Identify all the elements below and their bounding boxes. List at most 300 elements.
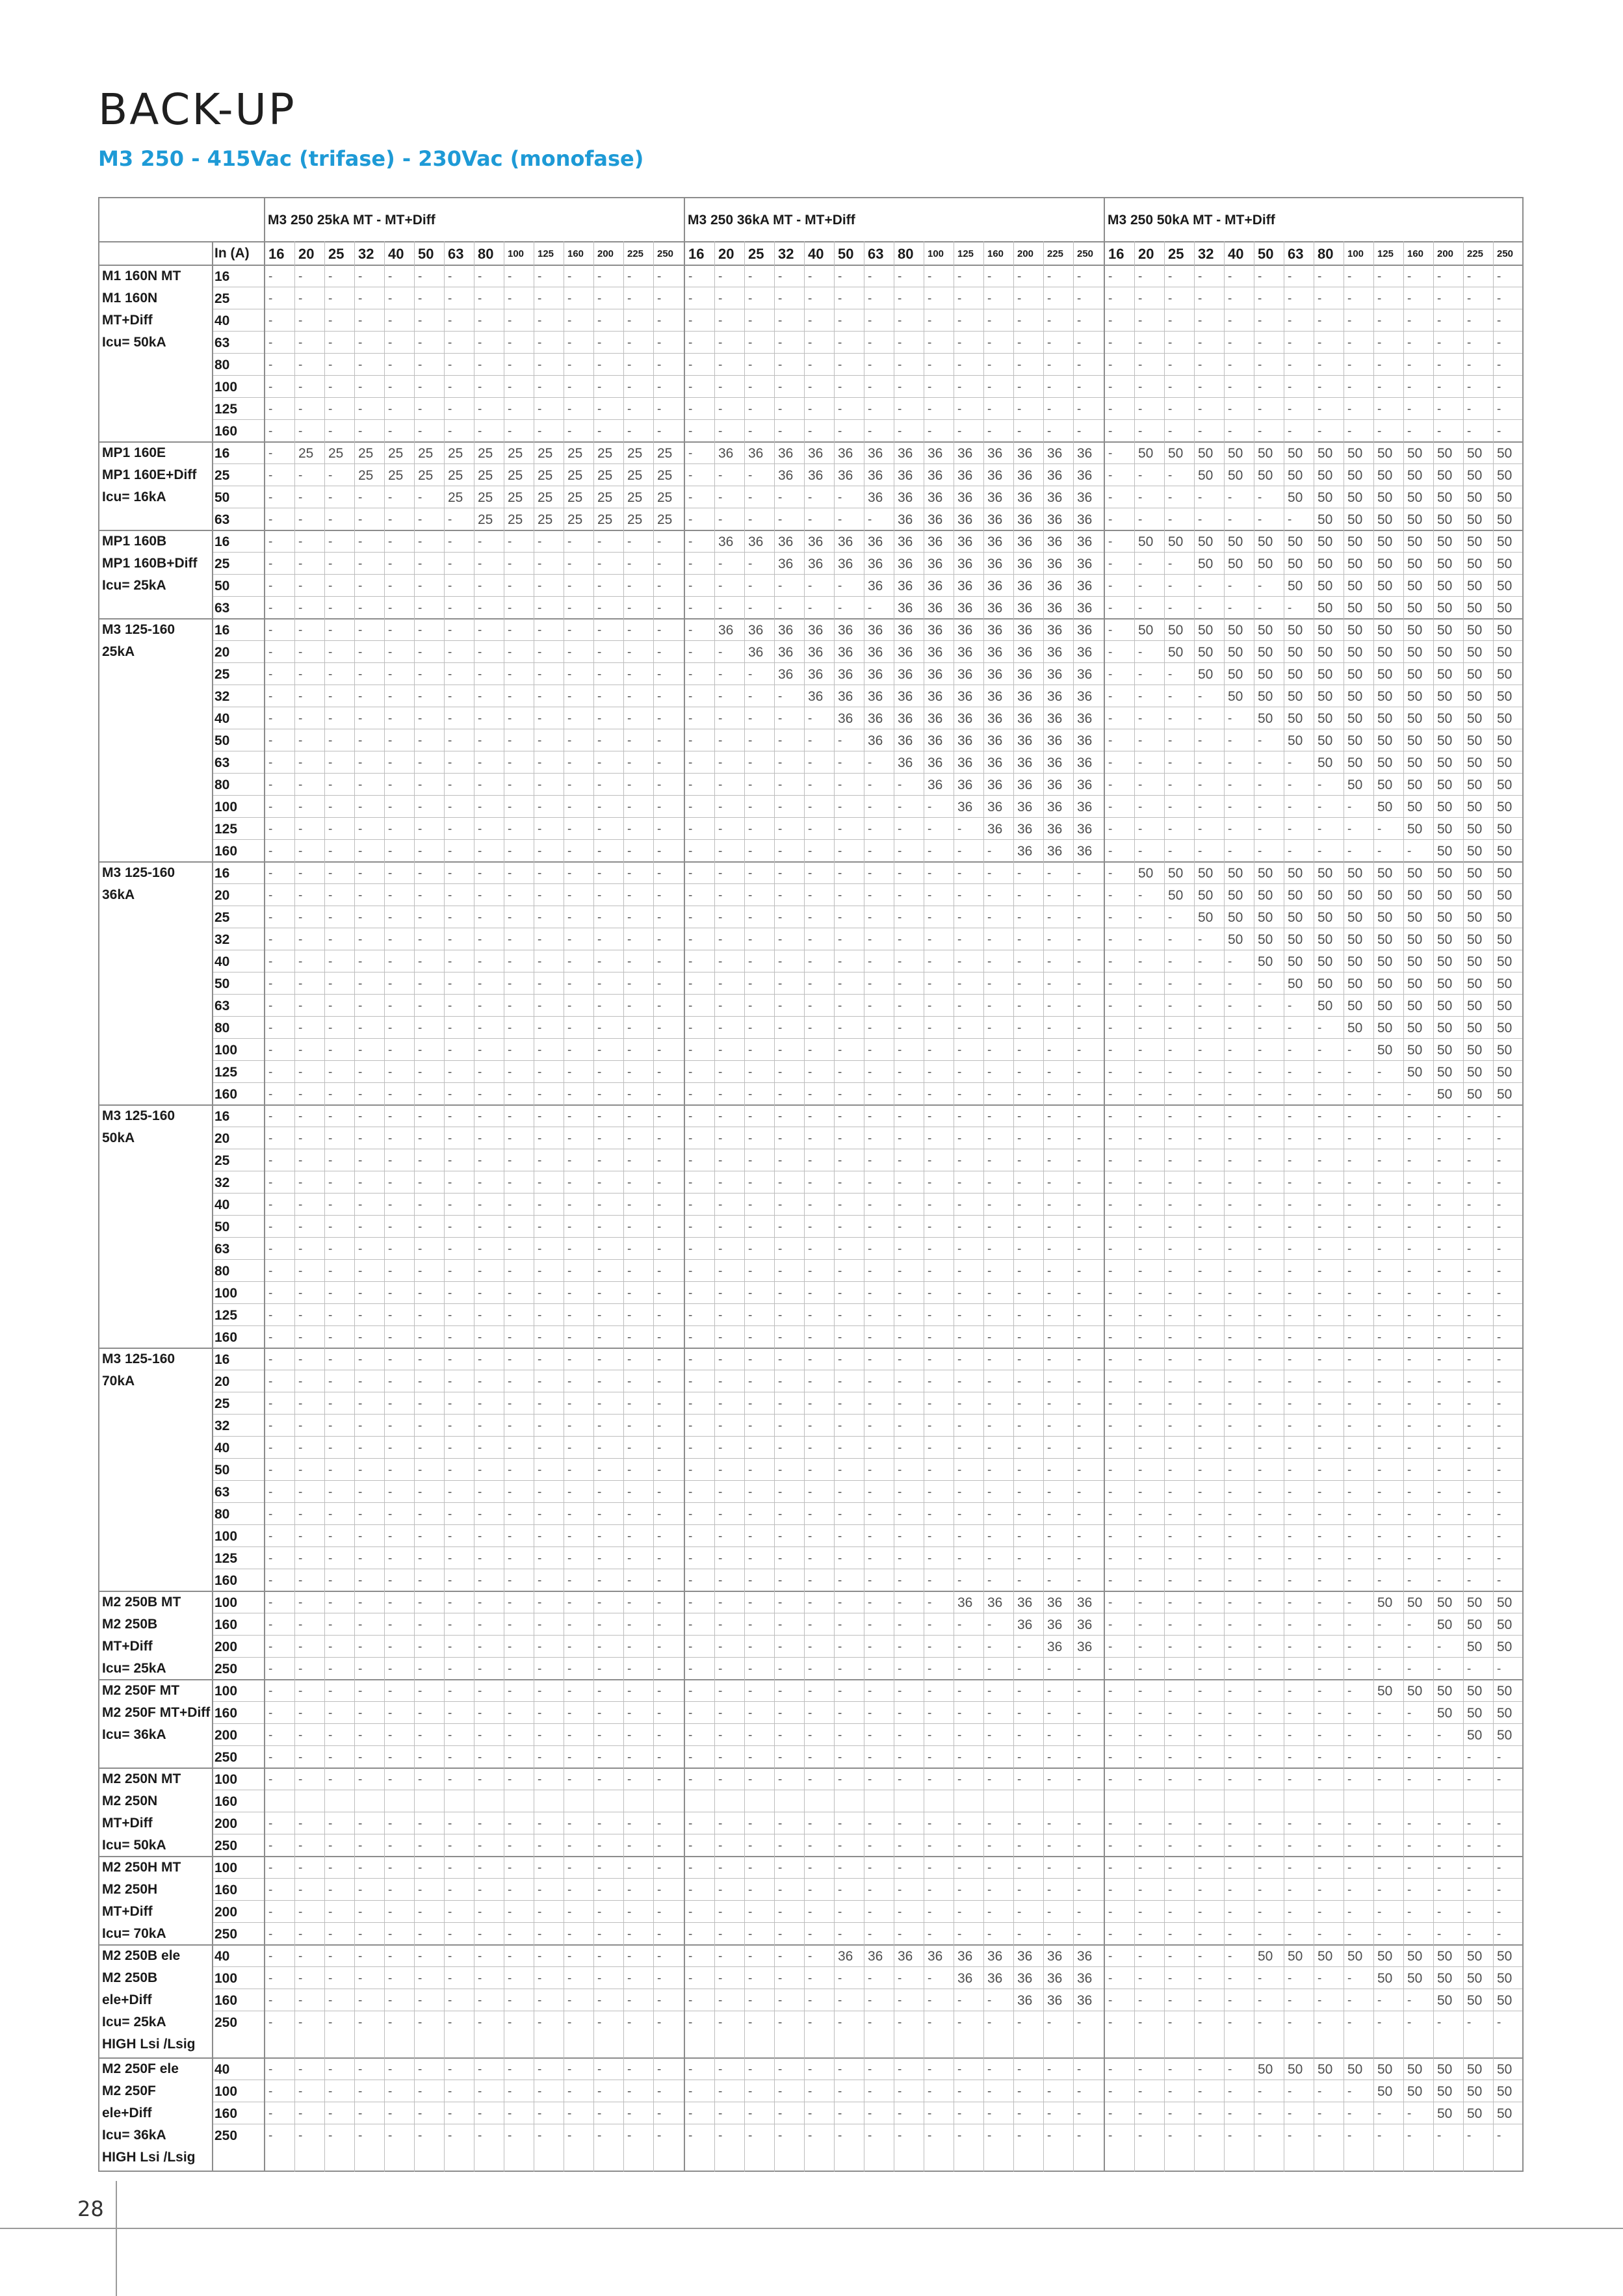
table-cell: -	[474, 840, 504, 862]
table-cell: 50	[1165, 641, 1195, 663]
in-amps-value: 40	[212, 1437, 264, 1459]
table-cell: -	[594, 840, 624, 862]
table-cell: -	[1014, 884, 1044, 906]
table-cell: -	[1284, 1680, 1314, 1702]
table-cell: -	[385, 1216, 415, 1238]
table-cell: -	[715, 1636, 745, 1658]
table-cell: -	[654, 597, 684, 619]
table-cell: -	[954, 1127, 984, 1149]
table-cell: -	[1344, 1171, 1374, 1194]
table-cell: -	[715, 1923, 745, 1945]
table-cell: -	[564, 1194, 594, 1216]
table-cell: -	[325, 1149, 355, 1171]
table-cell: -	[504, 1702, 534, 1724]
table-cell: -	[355, 1901, 385, 1923]
table-cell: -	[864, 354, 894, 376]
table-cell: 50	[1464, 530, 1494, 553]
table-cell: -	[1254, 2102, 1284, 2124]
table-cell: -	[504, 2011, 534, 2033]
table-cell: -	[1044, 1061, 1074, 1083]
table-cell: 50	[1374, 2058, 1404, 2080]
table-cell: -	[415, 1724, 445, 1746]
table-cell: -	[1105, 972, 1135, 995]
table-cell: 50	[1374, 1039, 1404, 1061]
table-cell: -	[355, 818, 385, 840]
table-cell: 50	[1404, 884, 1434, 906]
table-cell: -	[415, 2102, 445, 2124]
table-cell: -	[1225, 1636, 1254, 1658]
table-cell: -	[775, 1127, 805, 1149]
table-cell: -	[805, 420, 835, 442]
table-cell: 50	[1434, 1017, 1464, 1039]
table-cell: -	[924, 972, 954, 995]
table-cell: -	[1225, 508, 1254, 530]
table-cell: -	[745, 928, 775, 950]
table-cell: 25	[385, 464, 415, 486]
table-cell: -	[594, 1923, 624, 1945]
table-cell: -	[504, 818, 534, 840]
table-cell: -	[295, 796, 325, 818]
table-cell: -	[564, 1680, 594, 1702]
table-cell: -	[385, 884, 415, 906]
table-cell: -	[325, 486, 355, 508]
table-cell: -	[534, 376, 564, 398]
table-cell: -	[474, 1636, 504, 1658]
table-cell: 50	[1464, 2102, 1494, 2124]
in-amps-value: 50	[212, 486, 264, 508]
table-cell: -	[1254, 420, 1284, 442]
table-cell: -	[594, 2058, 624, 2080]
table-cell: 36	[894, 641, 924, 663]
column-rule	[444, 241, 445, 2172]
table-cell: -	[1165, 2058, 1195, 2080]
table-cell: -	[1044, 1392, 1074, 1415]
table-cell: -	[295, 1326, 325, 1348]
table-cell: -	[504, 972, 534, 995]
table-cell: -	[1105, 1282, 1135, 1304]
table-cell: 36	[984, 1967, 1014, 1989]
table-cell: -	[1195, 774, 1225, 796]
table-cell: -	[924, 287, 954, 309]
table-cell: -	[325, 906, 355, 928]
table-cell: 50	[1494, 884, 1524, 906]
table-cell: -	[534, 1039, 564, 1061]
table-cell: -	[1494, 1238, 1524, 1260]
table-cell: -	[805, 796, 835, 818]
table-cell: -	[504, 265, 534, 287]
table-cell: -	[594, 1260, 624, 1282]
table-cell: -	[775, 862, 805, 884]
table-cell: -	[1225, 1658, 1254, 1680]
table-cell: -	[1135, 1194, 1165, 1216]
table-cell: 50	[1374, 995, 1404, 1017]
table-cell: 50	[1404, 1039, 1434, 1061]
table-cell: -	[1284, 2011, 1314, 2033]
table-cell: -	[1105, 1304, 1135, 1326]
table-cell: -	[534, 1105, 564, 1127]
table-cell: -	[654, 1658, 684, 1680]
group-header: M3 250 25kA MT - MT+Diff	[264, 198, 684, 242]
table-cell: -	[1225, 995, 1254, 1017]
table-cell: -	[564, 1879, 594, 1901]
table-cell: -	[445, 1967, 474, 1989]
table-cell: -	[745, 2124, 775, 2146]
table-cell: -	[295, 1481, 325, 1503]
table-cell: -	[1044, 950, 1074, 972]
table-cell: 36	[924, 729, 954, 751]
table-cell: -	[775, 1746, 805, 1768]
table-cell: -	[894, 995, 924, 1017]
table-cell: -	[1254, 1724, 1284, 1746]
table-cell: -	[295, 1658, 325, 1680]
section-label-line: M2 250F	[102, 2080, 210, 2102]
table-cell: -	[1165, 685, 1195, 707]
table-cell: -	[265, 1834, 295, 1857]
table-cell: -	[805, 1525, 835, 1547]
table-cell: -	[1464, 1768, 1494, 1790]
table-cell: -	[1225, 1503, 1254, 1525]
table-cell: 36	[984, 663, 1014, 685]
table-cell: -	[445, 2080, 474, 2102]
table-cell: -	[474, 2124, 504, 2146]
section-label-line: HIGH Lsi /Lsig	[102, 2146, 210, 2169]
table-cell: -	[924, 1260, 954, 1282]
column-header: 16	[685, 242, 715, 265]
table-cell: -	[685, 972, 715, 995]
table-cell: -	[1044, 1812, 1074, 1834]
table-cell: -	[295, 1967, 325, 1989]
table-cell: -	[805, 995, 835, 1017]
table-cell: -	[1105, 1392, 1135, 1415]
table-cell: -	[295, 1061, 325, 1083]
table-cell: -	[1165, 265, 1195, 287]
table-cell: -	[984, 1282, 1014, 1304]
in-amps-value: 32	[212, 928, 264, 950]
table-cell: -	[894, 1481, 924, 1503]
table-cell: -	[504, 950, 534, 972]
table-cell: -	[415, 1503, 445, 1525]
table-rule	[684, 197, 685, 2172]
table-cell: -	[295, 2058, 325, 2080]
table-cell: -	[1284, 1658, 1314, 1680]
table-cell: -	[1195, 1547, 1225, 1569]
table-cell: -	[775, 1569, 805, 1591]
table-cell: -	[1344, 1702, 1374, 1724]
table-cell: -	[1225, 1857, 1254, 1879]
table-cell: 50	[1494, 685, 1524, 707]
table-cell: -	[775, 1415, 805, 1437]
table-cell: -	[445, 774, 474, 796]
table-cell: 36	[1014, 1591, 1044, 1613]
table-cell: 50	[1344, 862, 1374, 884]
table-cell: -	[325, 1989, 355, 2011]
table-cell: -	[1165, 597, 1195, 619]
table-cell: 36	[954, 685, 984, 707]
table-cell: -	[715, 1194, 745, 1216]
table-cell: -	[355, 950, 385, 972]
table-cell: -	[1135, 796, 1165, 818]
in-amps-value: 40	[212, 950, 264, 972]
table-cell: -	[445, 1547, 474, 1569]
table-cell: -	[355, 1392, 385, 1415]
table-cell: 50	[1165, 530, 1195, 553]
table-cell: -	[1284, 1370, 1314, 1392]
column-header: 20	[715, 242, 745, 265]
table-cell: -	[355, 995, 385, 1017]
table-cell: -	[534, 553, 564, 575]
table-cell: -	[624, 1260, 654, 1282]
table-cell: -	[1434, 1812, 1464, 1834]
table-cell: -	[445, 2102, 474, 2124]
table-cell: -	[1254, 1658, 1284, 1680]
table-cell: -	[1165, 1459, 1195, 1481]
table-cell: -	[1135, 1989, 1165, 2011]
table-cell: -	[325, 862, 355, 884]
table-cell: -	[745, 1459, 775, 1481]
table-cell: -	[295, 1127, 325, 1149]
table-cell: -	[385, 1547, 415, 1569]
table-cell: -	[924, 1613, 954, 1636]
table-cell: -	[835, 398, 864, 420]
table-cell: -	[474, 1746, 504, 1768]
table-cell: -	[624, 553, 654, 575]
table-cell: -	[265, 575, 295, 597]
table-cell: 50	[1314, 707, 1344, 729]
table-cell: -	[355, 685, 385, 707]
table-cell: -	[445, 707, 474, 729]
table-cell: -	[1314, 420, 1344, 442]
table-cell: -	[745, 1105, 775, 1127]
table-cell: -	[984, 1105, 1014, 1127]
table-cell: -	[385, 354, 415, 376]
table-cell: 36	[924, 774, 954, 796]
table-cell: 25	[594, 464, 624, 486]
table-cell: 50	[1404, 818, 1434, 840]
table-cell: -	[564, 1282, 594, 1304]
table-cell: -	[265, 2124, 295, 2146]
column-header: 100	[924, 242, 954, 265]
in-amps-value: 80	[212, 774, 264, 796]
table-cell: -	[415, 862, 445, 884]
table-cell: -	[775, 796, 805, 818]
table-cell: -	[835, 1613, 864, 1636]
table-cell: -	[715, 1879, 745, 1901]
table-cell: -	[715, 1282, 745, 1304]
table-cell: -	[474, 906, 504, 928]
table-cell: 36	[1014, 486, 1044, 508]
table-cell: -	[954, 1525, 984, 1547]
table-cell: -	[624, 995, 654, 1017]
table-cell: -	[504, 1768, 534, 1790]
table-cell: -	[1014, 1680, 1044, 1702]
table-cell: -	[1135, 1680, 1165, 1702]
table-cell: 50	[1434, 1061, 1464, 1083]
table-cell: -	[894, 1569, 924, 1591]
table-cell: -	[954, 1481, 984, 1503]
table-cell: -	[685, 685, 715, 707]
table-cell: -	[1434, 1724, 1464, 1746]
table-cell: -	[385, 950, 415, 972]
table-cell: -	[1344, 1039, 1374, 1061]
table-cell: 25	[594, 442, 624, 464]
table-cell: -	[1014, 1149, 1044, 1171]
table-cell: -	[1165, 2080, 1195, 2102]
table-cell: -	[1135, 553, 1165, 575]
table-cell: -	[1135, 1724, 1165, 1746]
table-cell: -	[474, 995, 504, 1017]
table-cell: -	[1105, 442, 1135, 464]
in-amps-value: 32	[212, 1415, 264, 1437]
table-cell: -	[1014, 1812, 1044, 1834]
table-cell: -	[715, 685, 745, 707]
table-cell: -	[1374, 1989, 1404, 2011]
table-cell: -	[775, 287, 805, 309]
table-cell: 50	[1374, 796, 1404, 818]
table-cell: -	[924, 1370, 954, 1392]
table-cell: -	[265, 1923, 295, 1945]
table-cell: 36	[1074, 1945, 1104, 1967]
table-cell: -	[355, 1437, 385, 1459]
table-cell: 50	[1464, 619, 1494, 641]
table-cell: 50	[1494, 1613, 1524, 1636]
table-cell: -	[1195, 1194, 1225, 1216]
table-cell: 50	[1494, 1702, 1524, 1724]
table-cell: 36	[805, 685, 835, 707]
table-cell: -	[415, 1017, 445, 1039]
table-cell: -	[355, 1636, 385, 1658]
table-cell: 50	[1344, 464, 1374, 486]
table-cell: -	[474, 2080, 504, 2102]
table-cell: -	[1135, 265, 1165, 287]
table-cell: -	[715, 1260, 745, 1282]
table-cell: 36	[835, 530, 864, 553]
table-cell: -	[1374, 398, 1404, 420]
table-cell: -	[1105, 1945, 1135, 1967]
table-cell: -	[1284, 1061, 1314, 1083]
table-cell: -	[1254, 265, 1284, 287]
table-cell: 50	[1314, 530, 1344, 553]
table-cell: -	[445, 840, 474, 862]
table-cell: -	[265, 1636, 295, 1658]
table-cell: -	[924, 1171, 954, 1194]
table-cell: -	[504, 729, 534, 751]
table-cell: -	[504, 1746, 534, 1768]
table-cell: -	[775, 1216, 805, 1238]
table-cell: -	[355, 1547, 385, 1569]
table-cell: -	[1044, 1658, 1074, 1680]
table-cell: -	[864, 1127, 894, 1149]
table-cell: -	[984, 1127, 1014, 1149]
table-cell: -	[1434, 1282, 1464, 1304]
table-cell: -	[1105, 1260, 1135, 1282]
table-cell: -	[1044, 1724, 1074, 1746]
table-cell: 50	[1404, 553, 1434, 575]
table-cell: -	[1135, 1437, 1165, 1459]
column-rule	[714, 241, 715, 2172]
table-cell: -	[1374, 376, 1404, 398]
table-cell: -	[984, 1680, 1014, 1702]
table-cell: -	[685, 1481, 715, 1503]
table-cell: -	[534, 928, 564, 950]
table-cell: -	[1105, 1238, 1135, 1260]
table-cell: -	[1165, 1989, 1195, 2011]
table-cell: -	[265, 464, 295, 486]
table-cell: -	[954, 420, 984, 442]
table-cell: -	[984, 840, 1014, 862]
table-cell: -	[805, 1702, 835, 1724]
table-cell: -	[1284, 332, 1314, 354]
column-header: 25	[1165, 242, 1195, 265]
table-cell: -	[474, 1613, 504, 1636]
table-cell: -	[1314, 1746, 1344, 1768]
table-cell: -	[385, 508, 415, 530]
table-cell: -	[864, 1547, 894, 1569]
table-cell: -	[1314, 1857, 1344, 1879]
table-cell: -	[715, 287, 745, 309]
table-cell: -	[864, 2124, 894, 2146]
table-cell: 50	[1225, 884, 1254, 906]
table-cell: -	[1135, 486, 1165, 508]
table-cell: -	[924, 420, 954, 442]
table-cell: -	[685, 1392, 715, 1415]
table-cell: -	[954, 1348, 984, 1370]
table-cell: -	[1374, 1216, 1404, 1238]
table-cell: -	[864, 1039, 894, 1061]
table-cell: -	[864, 818, 894, 840]
table-cell: -	[1135, 1238, 1165, 1260]
table-cell: 50	[1494, 972, 1524, 995]
table-cell: -	[355, 1857, 385, 1879]
section-label-line: M2 250B	[102, 1613, 210, 1636]
table-cell: -	[385, 751, 415, 774]
table-cell: -	[1254, 1525, 1284, 1547]
table-cell: -	[1254, 1459, 1284, 1481]
table-cell: -	[415, 972, 445, 995]
table-cell: -	[1464, 1901, 1494, 1923]
table-cell: -	[1044, 1149, 1074, 1171]
table-cell: 36	[984, 751, 1014, 774]
table-cell: -	[864, 1105, 894, 1127]
table-cell: 36	[954, 575, 984, 597]
table-cell: -	[1494, 1415, 1524, 1437]
table-cell: -	[805, 1282, 835, 1304]
table-cell: -	[1344, 1658, 1374, 1680]
table-cell: -	[1494, 1216, 1524, 1238]
table-cell: -	[534, 663, 564, 685]
table-cell: -	[835, 818, 864, 840]
table-cell: -	[894, 818, 924, 840]
table-cell: -	[1195, 972, 1225, 995]
table-cell: -	[715, 1171, 745, 1194]
table-cell: 50	[1494, 575, 1524, 597]
table-cell: -	[805, 884, 835, 906]
table-cell: -	[1074, 287, 1104, 309]
table-cell: -	[745, 1680, 775, 1702]
table-cell: -	[1254, 1702, 1284, 1724]
table-cell: -	[385, 663, 415, 685]
table-cell: -	[745, 420, 775, 442]
table-cell: -	[1165, 1061, 1195, 1083]
table-cell: -	[1225, 1481, 1254, 1503]
table-cell: -	[745, 729, 775, 751]
table-cell: -	[1404, 1304, 1434, 1326]
table-cell: -	[325, 1083, 355, 1105]
table-cell: 50	[1404, 530, 1434, 553]
table-cell: 50	[1195, 906, 1225, 928]
table-cell: -	[1344, 1061, 1374, 1083]
table-cell: -	[474, 597, 504, 619]
table-cell: -	[835, 1238, 864, 1260]
